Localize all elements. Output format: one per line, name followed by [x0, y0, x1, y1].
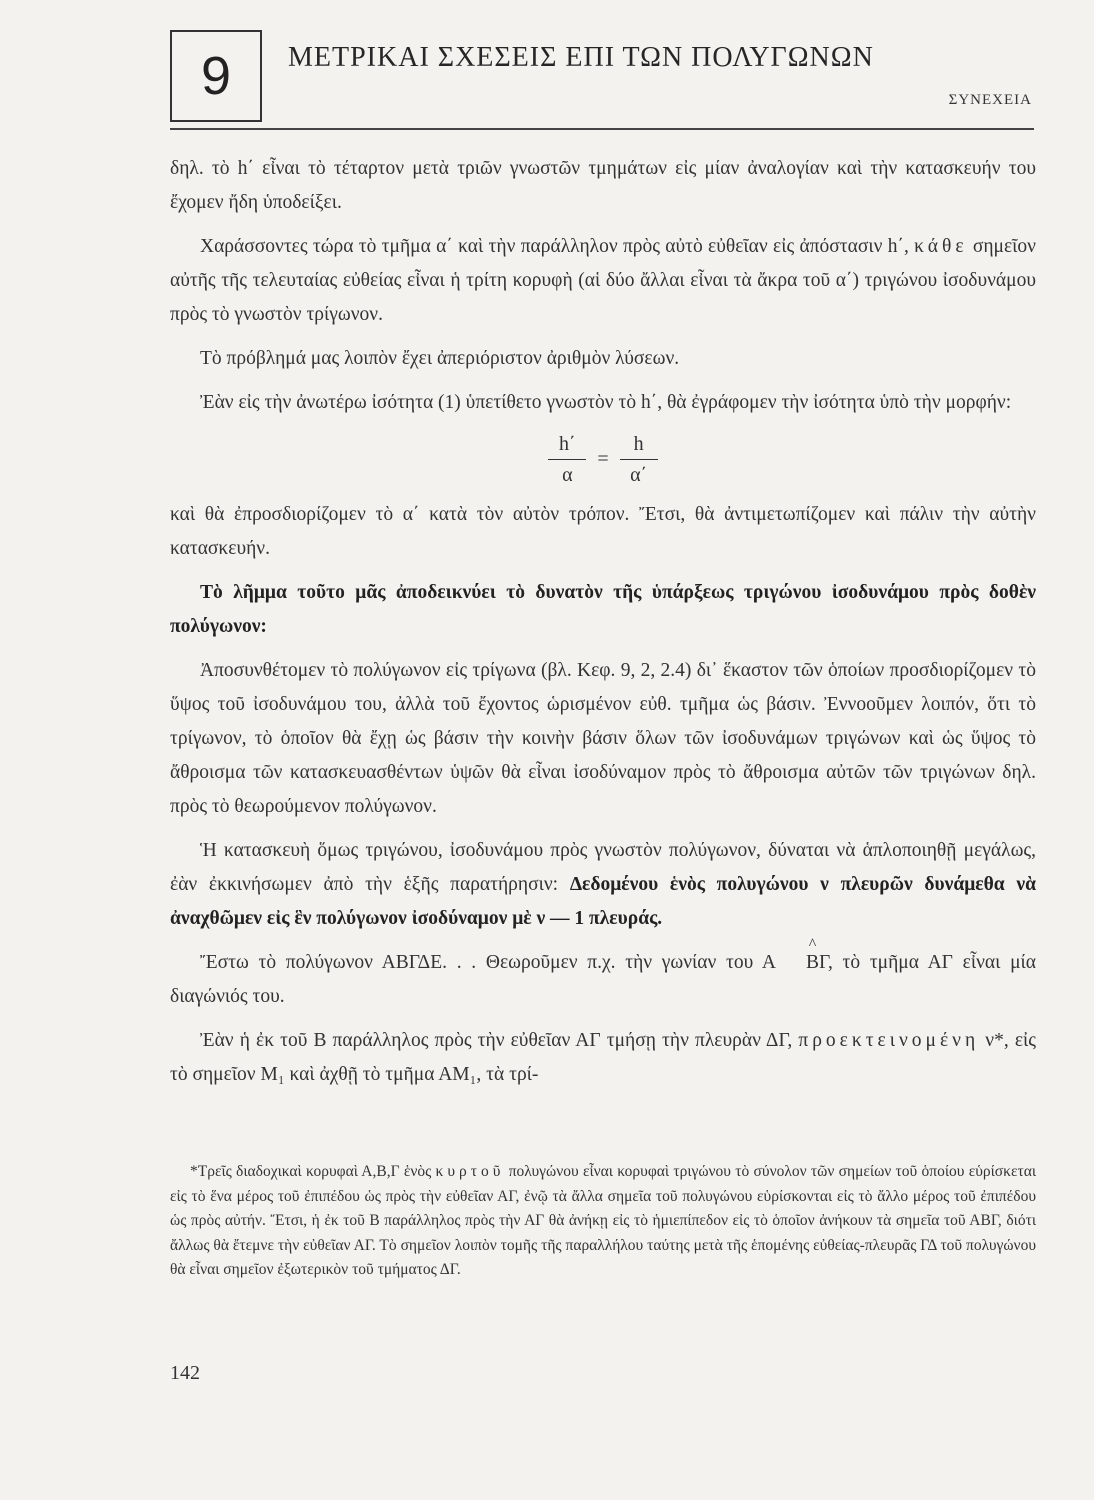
- paragraph-1: δηλ. τὸ h΄ εἶναι τὸ τέταρτον μετὰ τριῶν γνωστῶν τμημάτων εἰς μίαν ἀναλογίαν καὶ τὴν κατασκευήν του ἔχομεν ἤδη ὑποδείξει.: [170, 158, 1036, 213]
- fraction-left-denominator: α: [562, 463, 573, 486]
- lemma-statement: Τὸ λῆμμα τοῦτο μᾶς ἀποδεικνύει τὸ δυνατὸν τῆς ὑπάρξεως τριγώνου ἰσοδυνάμου πρὸς δοθὲν πολύγωνον:: [170, 582, 1036, 637]
- paragraph-4: Ἐὰν εἰς τὴν ἀνωτέρω ἰσότητα (1) ὑπετίθετο γνωστὸν τὸ h΄, θὰ ἐγράφομεν τὴν ἰσότητα ὑπὸ τὴν μορφήν:: [200, 392, 1012, 413]
- paragraph-8-bold: Δεδομένου ἑνὸς πολυγώνου ν πλευρῶν δυνάμεθα νὰ ἀναχθῶμεν εἰς ἓν πολύγωνον ἰσοδύναμον μὲ ν — 1 πλευράς.: [170, 874, 1036, 929]
- paragraph-10: [170, 1024, 1036, 1092]
- fraction-right-denominator: α΄: [630, 463, 648, 486]
- footnote-text: [170, 1160, 1036, 1283]
- header-rule: [170, 128, 1034, 130]
- paragraph-9: [170, 946, 1036, 1014]
- equals-sign: =: [597, 448, 609, 470]
- chapter-subtitle: ΣΥΝΕΧΕΙΑ: [948, 92, 1032, 108]
- fraction-left: [545, 429, 589, 490]
- footnote-text-a: *Τρεῖς διαδοχικαὶ κορυφαὶ Α,Β,Γ ἑνὸς: [190, 1163, 436, 1180]
- paragraph-10-text-a: Ἐὰν ἡ ἐκ τοῦ Β παράλληλος πρὸς τὴν εὐθεῖαν ΑΓ τμήσῃ τὴν πλευρὰν ΔΓ,: [200, 1030, 799, 1051]
- paragraph-9-text-a: Ἔστω τὸ πολύγωνον ΑΒΓΔΕ. . . Θεωροῦμεν π.χ. τὴν γωνίαν του Α: [200, 952, 776, 973]
- paragraph-8-text: Ἡ κατασκευὴ ὅμως τριγώνου, ἰσοδυνάμου πρὸς γνωστὸν πολύγωνον, δύναται νὰ ἁπλοποιηθῇ μεγάλως, ἐὰν ἐκκινήσωμεν ἀπὸ τὴν ἑξῆς παρατήρησιν:: [170, 840, 1036, 895]
- paragraph-2-text-b: σημεῖον αὐτῆς τῆς τελευταίας εὐθείας εἶναι ἡ τρίτη κορυφὴ (αἱ δύο ἄλλαι εἶναι τὰ ἄκρα τοῦ α΄) τριγώνου ἰσοδυνάμου πρὸς τὸ γνωστὸν τρίγωνον.: [170, 236, 1036, 325]
- paragraph-5: καὶ θὰ ἐπροσδιορίζομεν τὸ α΄ κατὰ τὸν αὐτὸν τρόπον. Ἔτσι, θὰ ἀντιμετωπίζομεν καὶ πάλιν τὴν αὐτὴν κατασκευήν.: [170, 504, 1036, 559]
- fraction-right-numerator: h: [633, 432, 644, 455]
- page-body: [170, 152, 1036, 1102]
- fraction-right: [617, 429, 661, 490]
- page-number: 142: [170, 1362, 200, 1384]
- footnote-spaced: κυρτοῦ: [435, 1163, 505, 1180]
- paragraph-8: [170, 834, 1036, 936]
- paragraph-2-spaced: κάθε: [914, 236, 968, 257]
- paragraph-10-spaced: προεκτεινομένη: [798, 1030, 980, 1051]
- fraction-equation: [170, 424, 1036, 494]
- paragraph-3: Τὸ πρόβλημά μας λοιπὸν ἔχει ἀπεριόριστον ἀριθμὸν λύσεων.: [200, 348, 680, 369]
- chapter-number: 9: [200, 46, 232, 106]
- footnote-text-b: πολυγώνου εἶναι κορυφαὶ τριγώνου τὸ σύνολον τῶν σημείων τοῦ ὁποίου εὑρίσκεται εἰς τὸ ἕνα μέρος τοῦ ἐπιπέδου ὡς πρὸς τὴν εὐθεῖαν ΑΓ, ἐνῷ τὰ ἄλλα σημεῖα τοῦ πολυγώνου εὑρίσκονται εἰς τὸ ἄλλο μέρος τοῦ ἐπιπέδου ὡς πρὸς αὐτήν. Ἔτσι, ἡ ἐκ τοῦ Β παράλληλος πρὸς τὴν ΑΓ θὰ ἀνήκῃ εἰς τὸ ἡμιεπίπεδον εἰς τὸ ὁποῖον ἀνήκουν τὰ σημεῖα τοῦ ΑΒΓ, διότι ἄλλως θὰ ἔτεμνε τὴν εὐθεῖαν ΑΓ. Τὸ σημεῖον λοιπὸν τομῆς τῆς παραλλήλου ταύτης μετὰ τῆς ἑπομένης εὐθείας-πλευρᾶς ΓΔ τοῦ πολυγώνου θὰ εἶναι σημεῖον ἐξωτερικὸν τοῦ τμήματος ΔΓ.: [170, 1163, 1036, 1278]
- paragraph-2: [170, 230, 1036, 332]
- angle-vertex-hat: ^ Β: [776, 946, 819, 980]
- chapter-title: ΜΕΤΡΙΚΑΙ ΣΧΕΣΕΙΣ ΕΠΙ ΤΩΝ ΠΟΛΥΓΩΝΩΝ: [288, 42, 874, 73]
- paragraph-7: Ἀποσυνθέτομεν τὸ πολύγωνον εἰς τρίγωνα (βλ. Κεφ. 9, 2, 2.4) δι᾽ ἕκαστον τῶν ὁποίων προσδιορίζομεν τὸ ὕψος τοῦ ἰσοδυνάμου του, ἀλλὰ τοῦ ἔχοντος ὡρισμένον εὐθ. τμῆμα ὡς βάσιν. Ἐννοοῦμεν λοιπόν, ὅτι τὸ τρίγωνον, τὸ ὁποῖον θὰ ἔχῃ ὡς βάσιν τὴν κοινὴν βάσιν ὅλων τῶν ἰσοδυνάμων τριγώνων καὶ ὡς ὕψος τὸ ἄθροισμα τῶν κατασκευασθέντων ὑψῶν θὰ εἶναι ἰσοδύναμον πρὸς τὸ ἄθροισμα αὐτῶν τῶν τριγώνων δηλ. πρὸς τὸ θεωρούμενον πολύγωνον.: [170, 660, 1036, 817]
- fraction-left-numerator: h΄: [559, 432, 576, 455]
- paragraph-9-text-b: Γ, τὸ τμῆμα ΑΓ εἶναι μία διαγώνιός του.: [170, 952, 1036, 1007]
- chapter-number-box: [170, 30, 262, 122]
- footnote: [170, 1160, 1036, 1283]
- paragraph-2-text-a: Χαράσσοντες τώρα τὸ τμῆμα α΄ καὶ τὴν παράλληλον πρὸς αὐτὸ εὐθεῖαν εἰς ἀπόστασιν h΄,: [200, 236, 915, 257]
- paragraph-10-text-b: ν*, εἰς τὸ σημεῖον Μ₁ καὶ ἀχθῇ τὸ τμῆμα ΑΜ₁, τὰ τρί-: [170, 1030, 1036, 1085]
